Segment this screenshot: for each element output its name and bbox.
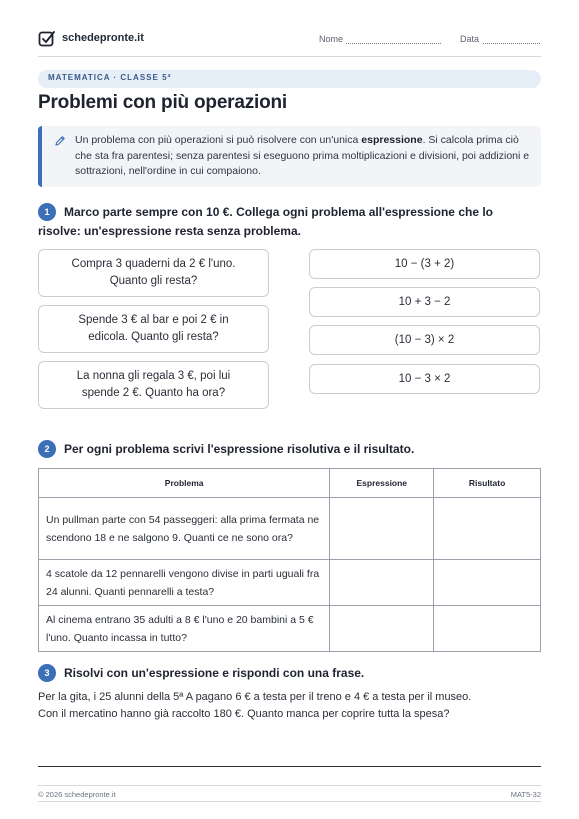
- expression-answer-cell[interactable]: [330, 560, 434, 606]
- section-3-title: Risolvi con un'espressione e rispondi con una frase.: [64, 666, 365, 680]
- answer-line[interactable]: [38, 766, 541, 767]
- section-2-title: Per ogni problema scrivi l'espressione risolutiva e il risultato.: [64, 442, 415, 456]
- name-field[interactable]: [346, 33, 441, 44]
- section-3-problem-text: Per la gita, i 25 alunni della 5ª A pagano 6 € a testa per il treno e 4 € a testa per il museo. Con il mercatino hanno già raccolto 180 €. Quanto manca per coprire tutta la spesa?: [38, 691, 472, 720]
- section-1-number: 1: [38, 203, 56, 221]
- footer-copyright: © 2026 schedepronte.it: [38, 790, 116, 799]
- result-answer-cell[interactable]: [434, 606, 541, 652]
- column-header-espressione: Espressione: [330, 469, 434, 498]
- pencil-icon: [54, 135, 66, 147]
- name-label: Nome: [319, 34, 344, 44]
- expression-answer-cell[interactable]: [330, 606, 434, 652]
- table-row: [39, 560, 541, 606]
- section-1-title-cont: risolve: un'espressione resta senza problema.: [38, 224, 301, 238]
- problem-cell: Al cinema entrano 35 adulti a 8 € l'uno e 20 bambini a 5 € l'uno. Quanto incassa in tutto?: [39, 606, 330, 652]
- result-answer-cell[interactable]: [434, 498, 541, 560]
- table-row: [39, 498, 541, 560]
- expression-card-4[interactable]: 10 − 3 × 2: [309, 364, 540, 394]
- footer-divider-top: [38, 785, 541, 786]
- expression-card-3[interactable]: (10 − 3) × 2: [309, 325, 540, 355]
- section-1-title: Marco parte sempre con 10 €. Collega ogni problema all'espressione che lo: [64, 205, 493, 219]
- problem-cell: Un pullman parte con 54 passeggeri: alla prima fermata ne scendono 18 e ne salgono 9. Quanti ce ne sono ora?: [39, 498, 330, 560]
- section-2-number: 2: [38, 440, 56, 458]
- problem-card-2[interactable]: Spende 3 € al bar e poi 2 € in edicola. Quanto gli resta?: [38, 305, 269, 353]
- info-note-accent-bar: [38, 126, 42, 187]
- header-divider: [38, 56, 541, 57]
- footer-divider-bottom: [38, 801, 541, 802]
- checkbox-logo-icon: [38, 30, 56, 48]
- table-row: [39, 606, 541, 652]
- date-label: Data: [460, 34, 480, 44]
- footer-code: MAT5-32: [510, 790, 541, 799]
- expression-answer-cell[interactable]: [330, 498, 434, 560]
- problem-card-1[interactable]: Compra 3 quaderni da 2 € l'uno. Quanto gli resta?: [38, 249, 269, 297]
- section-3-number: 3: [38, 664, 56, 682]
- keyword-espressione: espressione: [361, 134, 423, 146]
- site-name: schedepronte.it: [62, 32, 144, 44]
- expression-card-2[interactable]: 10 + 3 − 2: [309, 287, 540, 317]
- page-title: Problemi con più operazioni: [38, 92, 288, 113]
- problem-card-3[interactable]: La nonna gli regala 3 €, poi lui spende 2 €. Quanto ha ora?: [38, 361, 269, 409]
- problem-cell: 4 scatole da 12 pennarelli vengono divise in parti uguali fra 24 alunni. Quanti pennarelli a testa?: [39, 560, 330, 606]
- info-note-text: Un problema con più operazioni si può risolvere con un'unica espressione. Si calcola prima ciò che sta fra parentesi; senza parentesi si eseguono prima moltiplicazioni e divisioni, poi addizioni e sottrazioni, nell'ordine in cui compaiono.: [75, 134, 530, 177]
- category-label: MATEMATICA · CLASSE 5ª: [48, 73, 172, 82]
- date-field[interactable]: [483, 33, 540, 44]
- expression-card-1[interactable]: 10 − (3 + 2): [309, 249, 540, 279]
- problems-table: [38, 468, 541, 652]
- table-header-row: [39, 469, 541, 498]
- column-header-risultato: Risultato: [434, 469, 541, 498]
- result-answer-cell[interactable]: [434, 560, 541, 606]
- column-header-problema: Problema: [39, 469, 330, 498]
